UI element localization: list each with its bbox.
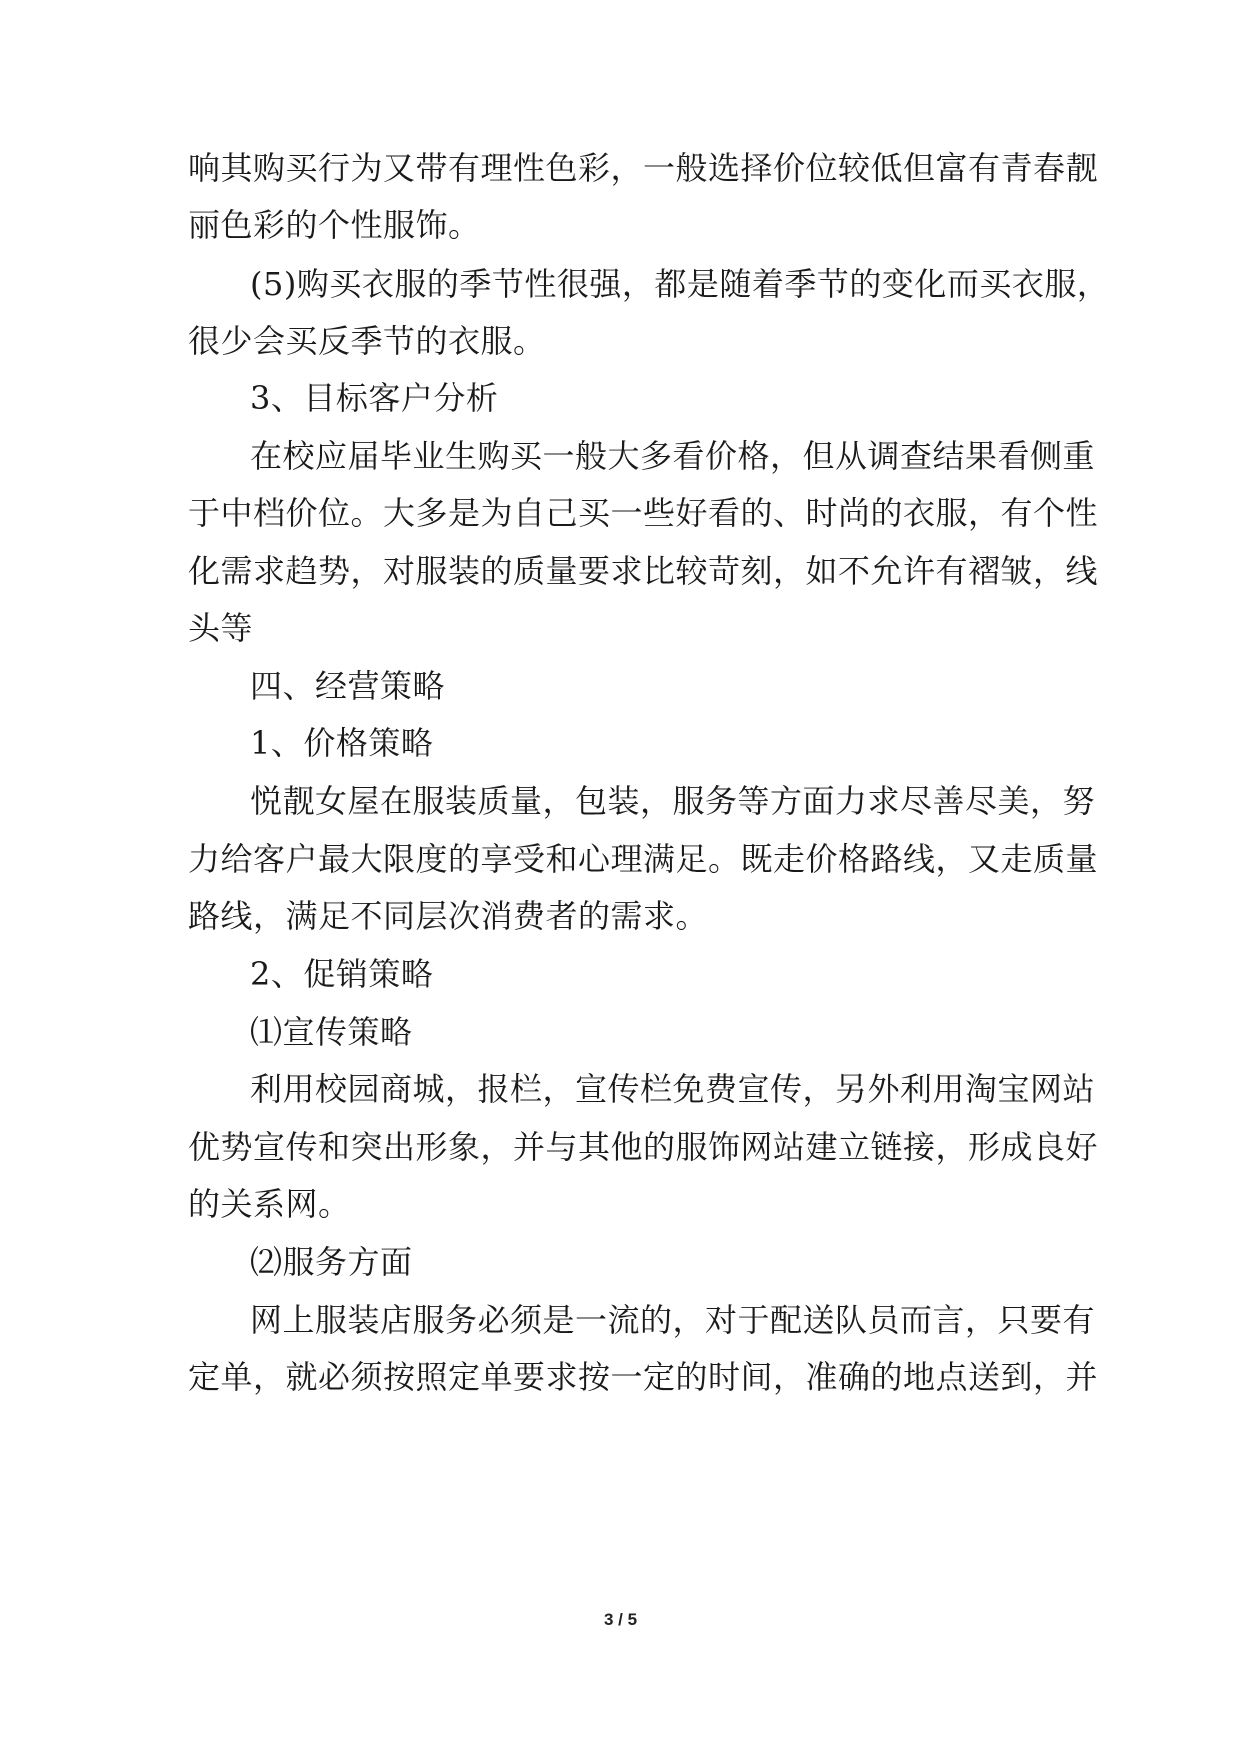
paragraph-line: 利用校园商城，报栏，宣传栏免费宣传，另外利用淘宝网站 — [250, 1070, 1096, 1108]
paragraph-line: 路线，满足不同层次消费者的需求。 — [188, 897, 709, 935]
paragraph-line: 头等 — [188, 609, 254, 647]
paragraph-line: 在校应届毕业生购买一般大多看价格，但从调查结果看侧重 — [250, 437, 1096, 475]
section-heading: ⑴宣传策略 — [250, 1013, 413, 1051]
paragraph-line: 于中档价位。大多是为自己买一些好看的、时尚的衣服，有个性 — [188, 494, 1099, 532]
page-number: 3 / 5 — [603, 1610, 638, 1629]
paragraph-line: 响其购买行为又带有理性色彩，一般选择价位较低但富有青春靓 — [188, 149, 1099, 187]
paragraph-line: 悦靓女屋在服装质量，包装，服务等方面力求尽善尽美，努 — [250, 782, 1096, 820]
section-heading: 3、目标客户分析 — [250, 379, 499, 417]
paragraph-line: 很少会买反季节的衣服。 — [188, 322, 546, 360]
paragraph-line: 优势宣传和突出形象，并与其他的服饰网站建立链接，形成良好 — [188, 1128, 1099, 1166]
paragraph-line: 网上服装店服务必须是一流的，对于配送队员而言，只要有 — [250, 1301, 1096, 1339]
paragraph-line: 力给客户最大限度的享受和心理满足。既走价格路线，又走质量 — [188, 840, 1099, 878]
paragraph-line: 定单，就必须按照定单要求按一定的时间，准确的地点送到，并 — [188, 1358, 1099, 1396]
section-heading: ⑵服务方面 — [250, 1243, 413, 1281]
paragraph-line: 化需求趋势，对服装的质量要求比较苛刻，如不允许有褶皱，线 — [188, 552, 1099, 590]
section-heading: 四、经营策略 — [250, 667, 446, 705]
section-heading: 2、促销策略 — [250, 955, 434, 993]
paragraph-line: (5)购买衣服的季节性很强，都是随着季节的变化而买衣服， — [250, 265, 1110, 303]
paragraph-line: 的关系网。 — [188, 1185, 351, 1223]
paragraph-line: 丽色彩的个性服饰。 — [188, 206, 481, 244]
section-heading: 1、价格策略 — [250, 724, 434, 762]
